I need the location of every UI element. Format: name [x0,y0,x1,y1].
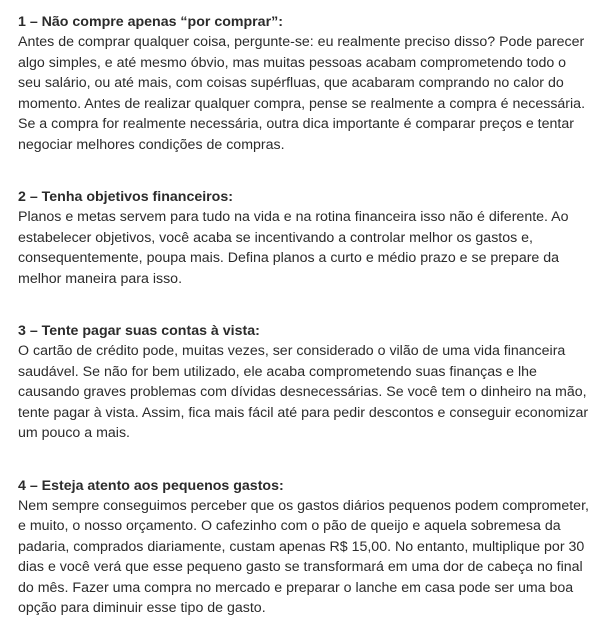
tip-body-3: O cartão de crédito pode, muitas vezes, ser considerado o vilão de uma vida financeira saudável. Se não for bem utilizado, ele acaba comprometendo suas finanças e lhe causando graves problemas com dívidas desnecessárias. Se você tem o dinheiro na mão, tente pagar à vista. Assim, fica mais fácil até para pedir descontos e conseguir economizar um pouco a mais. [18,343,589,441]
tip-section-4 [18,464,592,619]
tip-section-2 [18,175,592,289]
tip-heading-2: 2 – Tenha objetivos financeiros: [18,189,233,205]
tip-body-2: Planos e metas servem para tudo na vida e na rotina financeira isso não é diferente. Ao estabelecer objetivos, você acaba se incentivando a controlar melhor os gastos e, consequentemente, poupa mais. Defina planos a curto e médio prazo e se prepare da melhor maneira para isso. [18,209,569,287]
tip-heading-1: 1 – Não compre apenas “por comprar”: [18,14,283,30]
tip-section-3 [18,309,592,444]
tip-section-1 [18,0,592,155]
tip-body-1: Antes de comprar qualquer coisa, pergunte-se: eu realmente preciso disso? Pode parecer algo simples, e até mesmo óbvio, mas muitas pessoas acabam comprometendo todo o seu salário, ou até mais, com coisas supérfluas, que acabaram comprando no calor do momento. Antes de realizar qualquer compra, pense se realmente a compra é necessária. Se a compra for realmente necessária, outra dica importante é comparar preços e tentar negociar melhores condições de compras. [18,34,586,153]
tip-heading-4: 4 – Esteja atento aos pequenos gastos: [18,477,284,494]
tip-heading-3: 3 – Tente pagar suas contas à vista: [18,323,260,339]
tip-body-4: Nem sempre conseguimos perceber que os gastos diários pequenos podem comprometer, e muito, o nosso orçamento. O cafezinho com o pão de queijo e aquela sobremesa da padaria, comprados diariamente, custam apenas R$ 15,00. No entanto, multiplique por 30 dias e você verá que esse pequeno gasto se transformará em uma dor de cabeça no final do mês. Fazer uma compra no mercado e preparar o lanche em casa pode ser uma boa opção para diminuir esse tipo de gasto. [18,497,589,616]
